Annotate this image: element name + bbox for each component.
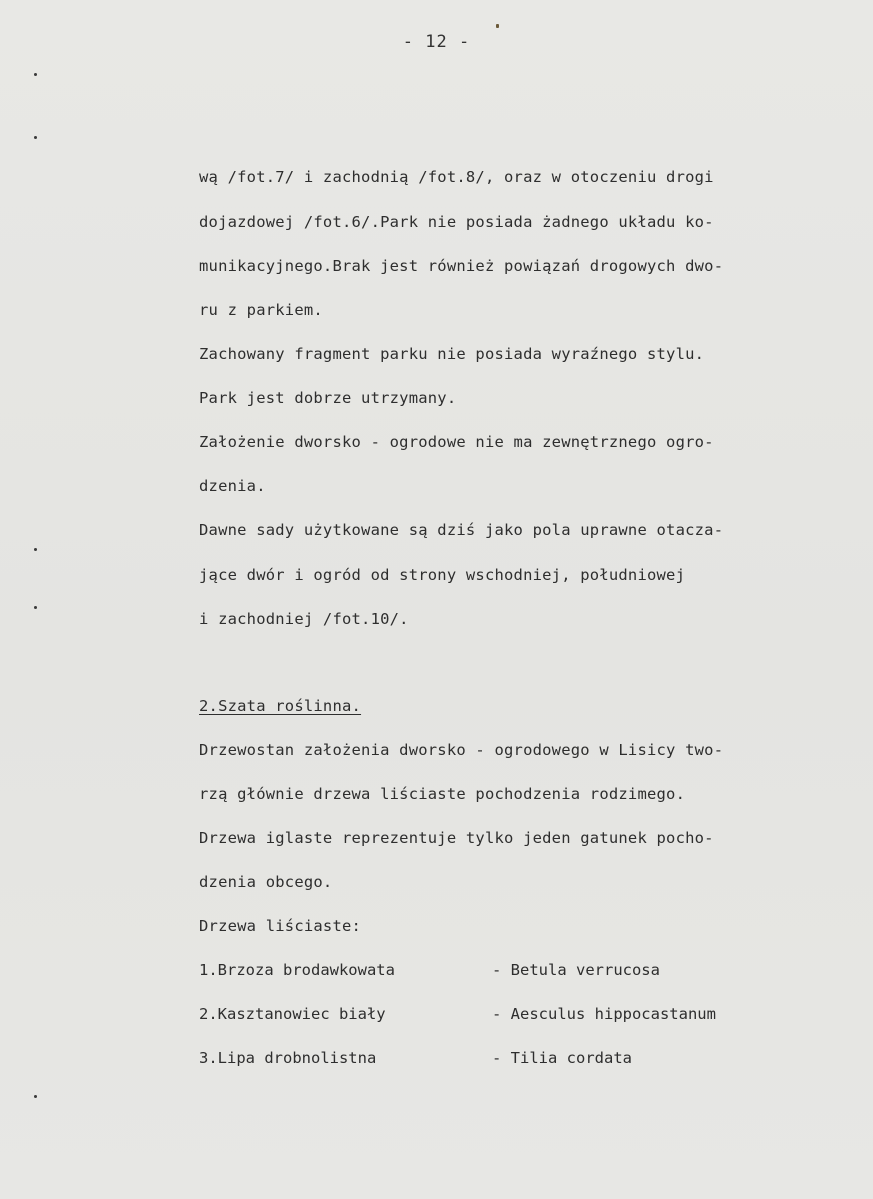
section-heading: 2.Szata roślinna. [199,697,362,715]
text-line: rzą głównie drzewa liściaste pochodzenia rodzimego. [199,785,686,803]
species-name: 1.Brzoza brodawkowata [199,961,395,979]
text-line: dojazdowej /fot.6/.Park nie posiada żadnego układu ko- [199,213,714,231]
species-latin-name: - Aesculus hippocastanum [492,1005,716,1023]
text-line: dzenia. [199,477,266,495]
text-line: Założenie dworsko - ogrodowe nie ma zewnętrznego ogro- [199,433,714,451]
text-line: munikacyjnego.Brak jest również powiązań drogowych dwo- [199,257,724,275]
punch-hole-mark [34,136,37,139]
species-name: 3.Lipa drobnolistna [199,1049,377,1067]
text-line: Zachowany fragment parku nie posiada wyraźnego stylu. [199,345,705,363]
text-line: Dawne sady użytkowane są dziś jako pola uprawne otacza- [199,521,724,539]
species-latin-name: - Tilia cordata [492,1049,632,1067]
page-number: - 12 - [402,32,471,52]
text-line: Park jest dobrze utrzymany. [199,389,457,407]
punch-hole-mark [34,606,37,609]
text-line: Drzewostan założenia dworsko - ogrodowego w Lisicy two- [199,741,724,759]
ink-speck [496,24,499,28]
punch-hole-mark [34,1095,37,1098]
text-line: Drzewa iglaste reprezentuje tylko jeden gatunek pocho- [199,829,714,847]
text-line: i zachodniej /fot.10/. [199,610,409,628]
text-line: dzenia obcego. [199,873,333,891]
text-line: jące dwór i ogród od strony wschodniej, południowej [199,566,686,584]
text-line: ru z parkiem. [199,301,323,319]
punch-hole-mark [34,548,37,551]
species-latin-name: - Betula verrucosa [492,961,660,979]
text-line: wą /fot.7/ i zachodnią /fot.8/, oraz w otoczeniu drogi [199,168,714,186]
list-heading: Drzewa liściaste: [199,917,362,935]
species-name: 2.Kasztanowiec biały [199,1005,386,1023]
punch-hole-mark [34,73,37,76]
